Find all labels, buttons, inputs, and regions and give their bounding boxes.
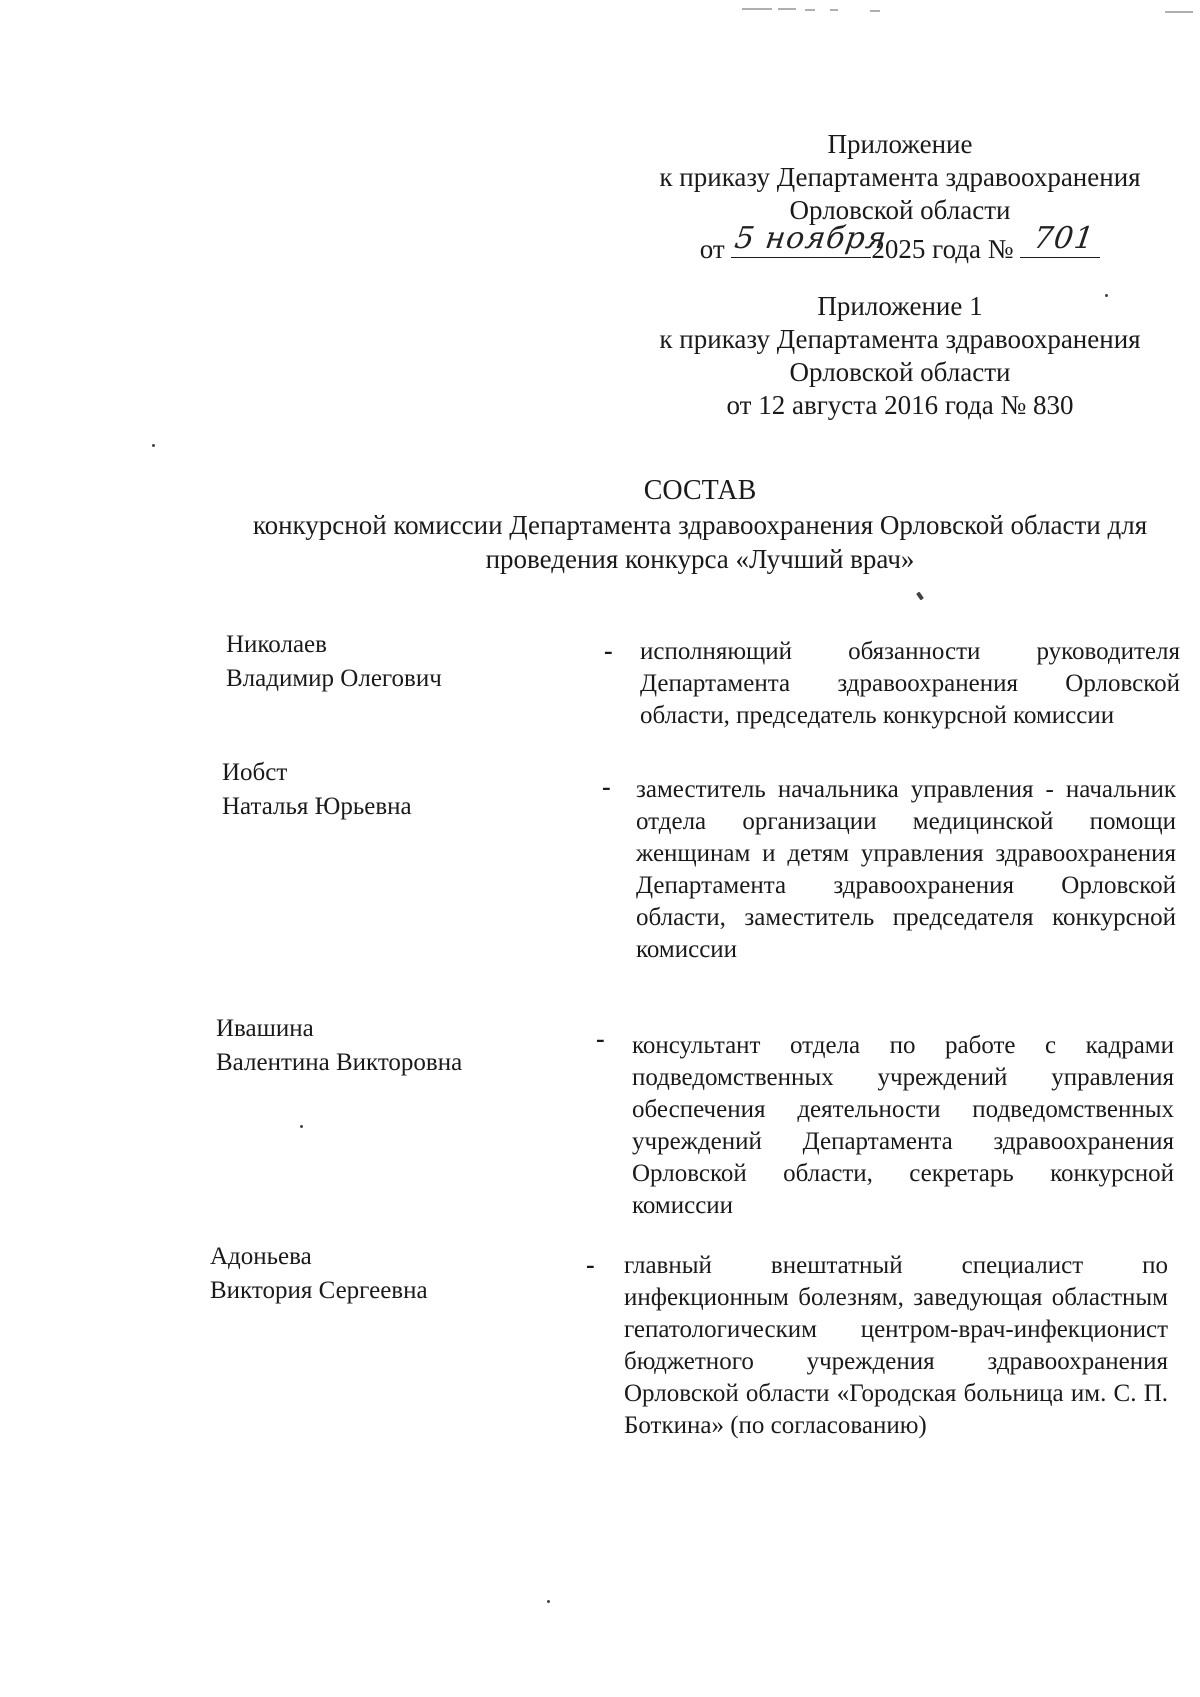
date-prefix: от xyxy=(699,234,725,264)
member-role: заместитель начальника управления - начальник отдела организации медицинской помощи женщинам и детям управления здравоохранения Департамента здравоохранения Орловской области, заместитель председателя конкурсной комиссии xyxy=(636,776,1176,963)
title-heading: СОСТАВ xyxy=(643,475,757,506)
member-surname: Николаев xyxy=(226,631,327,658)
appendix-current-date-line xyxy=(620,221,1180,266)
member-name xyxy=(210,1240,428,1308)
scan-artifact-line xyxy=(805,9,815,11)
member-surname: Ивашина xyxy=(216,1015,314,1042)
member-role: консультант отдела по работе с кадрами подведомственных учреждений управления обеспечения деятельности подведомственных учреждений Департамента здравоохранения Орловской области, секретарь конкурсной комиссии xyxy=(632,1032,1174,1219)
member-name xyxy=(226,628,442,696)
member-role: исполняющий обязанности руководителя Департамента здравоохранения Орловской области, председатель конкурсной комиссии xyxy=(640,638,1180,729)
scan-artifact-dot xyxy=(547,1600,550,1603)
member-given-names: Наталья Юрьевна xyxy=(222,793,412,820)
member-dash: - xyxy=(602,772,611,801)
appendix-original-header xyxy=(620,290,1180,422)
appendix-current-region: Орловской области xyxy=(789,195,1011,225)
document-title xyxy=(200,474,1200,576)
member-given-names: Владимир Олегович xyxy=(226,665,442,692)
handwritten-number: 701 xyxy=(1031,221,1098,256)
appendix-current-title: Приложение xyxy=(827,129,973,159)
scan-artifact-line xyxy=(742,8,772,10)
member-dash: - xyxy=(596,1024,605,1053)
scan-artifact-line xyxy=(830,9,838,11)
appendix-original-date: от 12 августа 2016 года № 830 xyxy=(726,390,1074,420)
appendix-current-header xyxy=(620,128,1180,266)
appendix-original-region: Орловской области xyxy=(789,357,1011,387)
handwritten-date: 5 ноября xyxy=(732,221,890,256)
member-surname: Адоньева xyxy=(210,1243,312,1270)
title-line-1: конкурсной комиссии Департамента здравоохранения Орловской области для xyxy=(252,510,1148,540)
member-surname: Иобст xyxy=(222,759,288,786)
scan-artifact-dot xyxy=(300,1125,303,1128)
member-role: главный внештатный специалист по инфекционным болезням, заведующая областным гепатологическим центром-врач-инфекционист бюджетного учреждения здравоохранения Орловской области «Городская больница им. С. П. Боткина» (по согласованию) xyxy=(624,1252,1168,1439)
scan-artifact-dot xyxy=(916,592,924,601)
handwritten-number-field xyxy=(1020,221,1100,258)
member-given-names: Виктория Сергеевна xyxy=(210,1277,428,1304)
scan-artifact-dot xyxy=(152,444,155,447)
scan-artifact-line xyxy=(778,8,796,10)
member-given-names: Валентина Викторовна xyxy=(216,1049,463,1076)
appendix-original-title: Приложение 1 xyxy=(817,291,983,321)
appendix-original-order-ref: к приказу Департамента здравоохранения xyxy=(659,324,1141,354)
member-dash: - xyxy=(604,636,613,665)
member-dash: - xyxy=(586,1250,595,1279)
date-year: 2025 года № xyxy=(871,234,1014,264)
title-line-2: проведения конкурса «Лучший врач» xyxy=(485,544,915,574)
member-name xyxy=(222,756,412,824)
handwritten-date-field xyxy=(731,221,890,258)
member-name xyxy=(216,1012,462,1080)
scan-artifact-line xyxy=(870,10,880,12)
scan-artifact-line xyxy=(1165,11,1193,13)
appendix-current-order-ref: к приказу Департамента здравоохранения xyxy=(659,162,1141,192)
